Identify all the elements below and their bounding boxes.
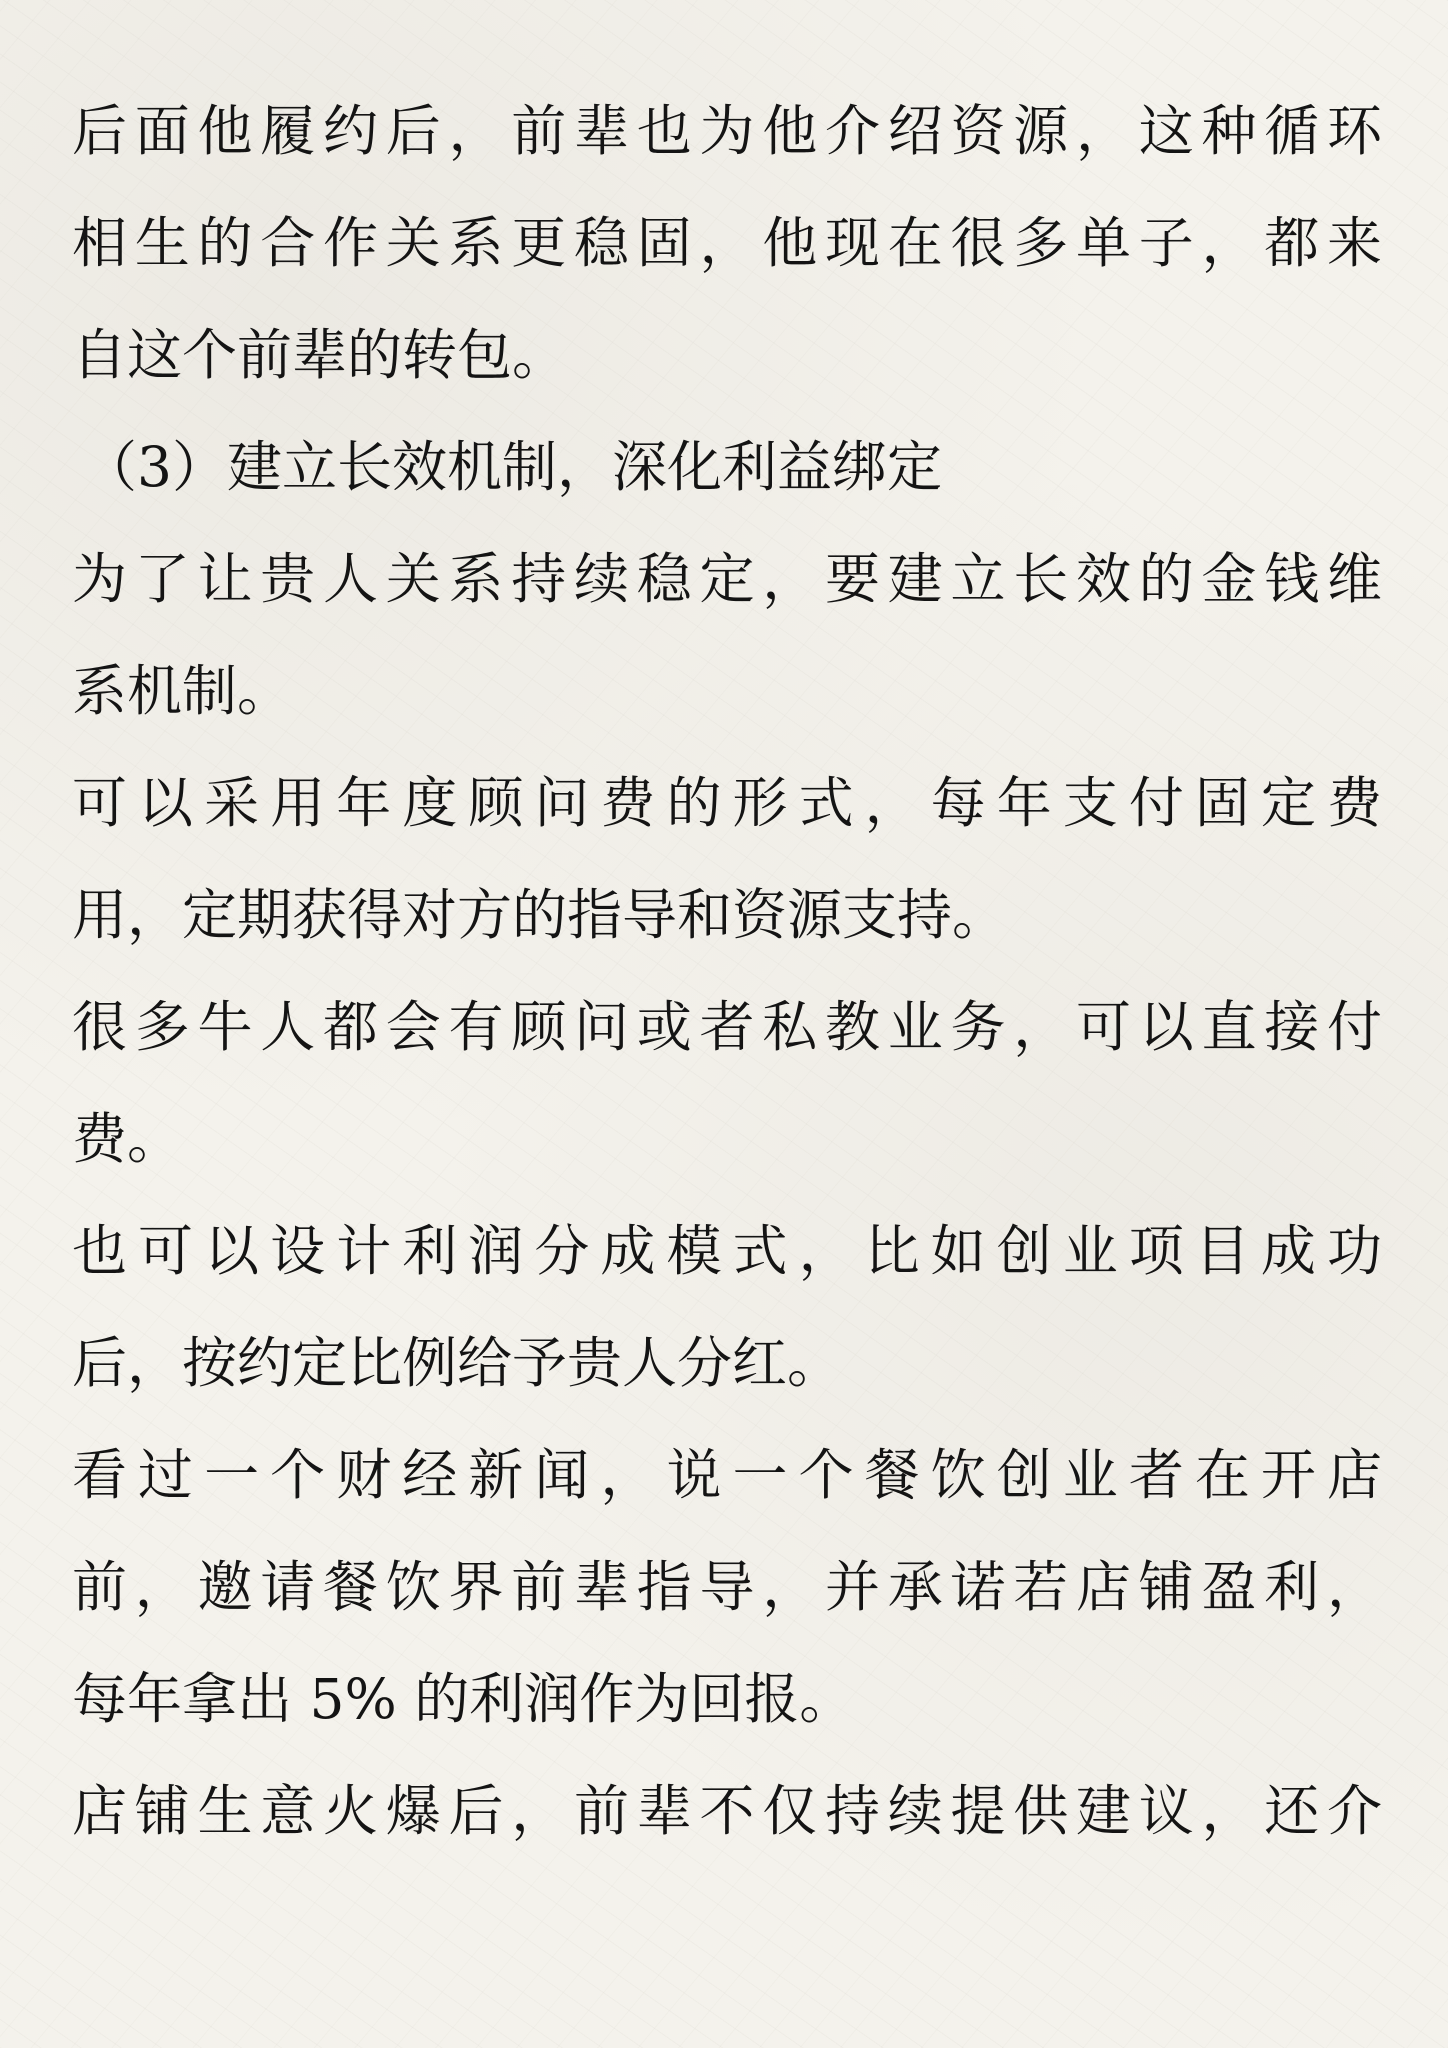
text-line: 自这个前辈的转包。 [72,323,568,387]
text-line: 相生的合作关系更稳固，他现在很多单子，都来 [72,211,1382,275]
text-line: 店铺生意火爆后，前辈不仅持续提供建议，还介 [72,1779,1382,1843]
text-line: 费。 [72,1107,183,1171]
text-line: 为了让贵人关系持续稳定，要建立长效的金钱维 [72,547,1382,611]
text-line: 很多牛人都会有顾问或者私教业务，可以直接付 [72,995,1382,1059]
section-heading: （3）建立长效机制，深化利益绑定 [82,435,942,499]
text-line: 每年拿出 5% 的利润作为回报。 [72,1667,855,1731]
text-line: 系机制。 [72,659,293,723]
text-line: 用，定期获得对方的指导和资源支持。 [72,883,1008,947]
text-line: 可以采用年度顾问费的形式，每年支付固定费 [72,771,1382,835]
document-page [72,88,1382,1880]
text-line: 也可以设计利润分成模式，比如创业项目成功 [72,1219,1382,1283]
text-line: 后面他履约后，前辈也为他介绍资源，这种循环 [72,99,1382,163]
text-line: 后，按约定比例给予贵人分红。 [72,1331,843,1395]
text-line: 前，邀请餐饮界前辈指导，并承诺若店铺盈利， [72,1555,1382,1619]
text-line: 看过一个财经新闻，说一个餐饮创业者在开店 [72,1443,1382,1507]
